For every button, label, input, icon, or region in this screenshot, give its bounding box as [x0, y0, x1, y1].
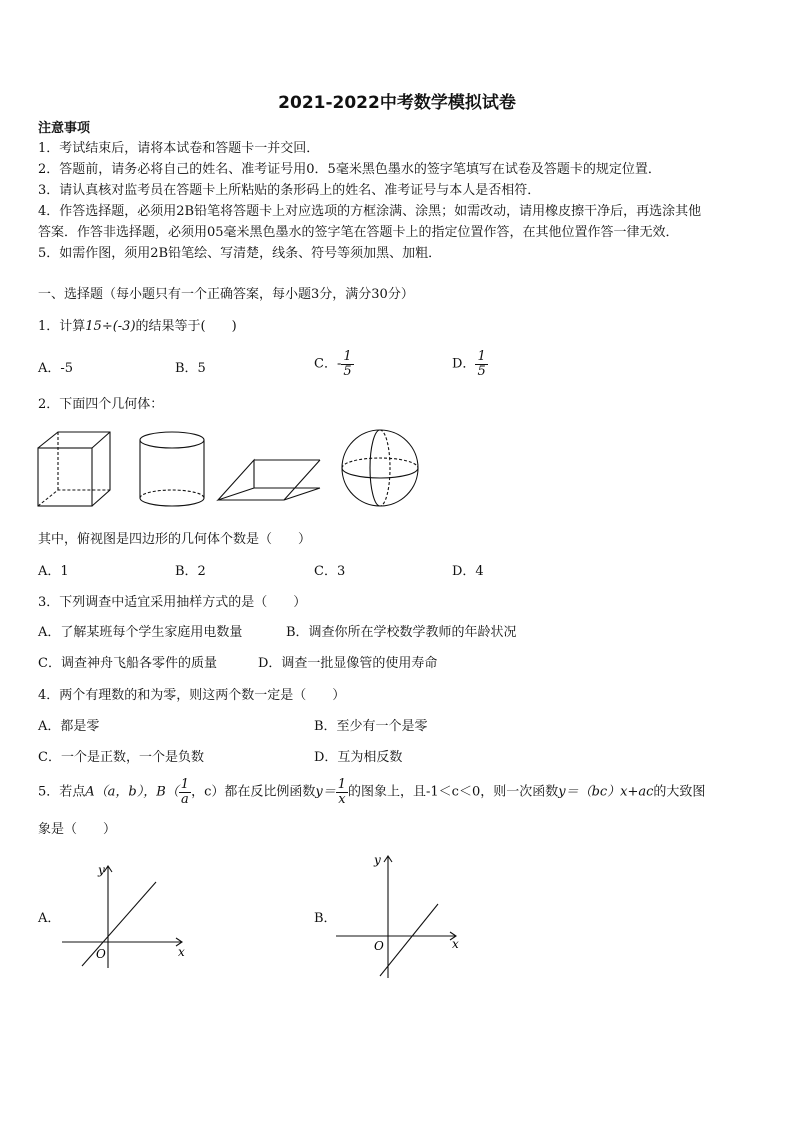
y-axis-label: y	[98, 863, 105, 877]
q3-option-b: B．调查你所在学校数学教师的年龄状况	[286, 625, 517, 640]
origin-label: O	[374, 939, 384, 953]
question-2-stem: 2．下面四个几何体：	[38, 397, 164, 412]
q5-text: 5．若点	[38, 784, 86, 800]
q1-option-c-fraction	[341, 350, 353, 379]
origin-label: O	[96, 947, 106, 961]
q5-option-a-graph	[60, 862, 190, 972]
q1-option-d-label: D．	[452, 356, 476, 372]
q5-points: A（a，b），B（	[85, 784, 179, 800]
x-axis-label: x	[178, 945, 185, 959]
fraction-denominator: a	[181, 792, 189, 807]
notice-item: 5．如需作图，须用2B铅笔绘、写清楚，线条、符号等须加黑、加粗．	[38, 246, 442, 261]
q5-y-equals: y＝	[315, 784, 336, 800]
fraction-denominator: x	[338, 792, 346, 807]
notice-item: 答案．作答非选择题，必须用05毫米黑色墨水的签字笔在答题卡上的指定位置作答，在其他位置作答一律无效．	[38, 225, 679, 240]
cube-shape	[38, 432, 110, 506]
q4-option-b: B．至少有一个是零	[314, 719, 428, 734]
question-5-stem	[38, 778, 705, 807]
notice-item: 1．考试结束后，请将本试卷和答题卡一并交回．	[38, 141, 320, 156]
q5-text: ，c）都在反比例函数	[191, 784, 316, 800]
q2-option-b: B．2	[175, 564, 206, 579]
q5-option-a: A．	[38, 911, 61, 926]
fraction-numerator: 1	[337, 777, 346, 792]
q1-expression: 15÷(-3)	[85, 319, 136, 334]
q3-option-d: D．调查一批显像管的使用寿命	[258, 656, 438, 671]
fraction-numerator: 1	[477, 349, 486, 364]
q5-stem-line-2: 象是（ ）	[38, 822, 117, 837]
section-heading: 一、选择题（每小题只有一个正确答案，每小题3分，满分30分）	[38, 287, 414, 302]
q5-fraction-1-over-x	[336, 778, 348, 807]
q2-option-c: C．3	[314, 564, 346, 579]
page-title: 2021-2022中考数学模拟试卷	[278, 93, 516, 113]
sphere-shape	[342, 430, 418, 506]
function-line	[380, 904, 438, 976]
q4-option-a: A．都是零	[38, 719, 100, 734]
q1-prefix: 1．计算	[38, 319, 86, 334]
q1-option-b: B．5	[175, 361, 206, 376]
notice-item: 4．作答选择题，必须用2B铅笔将答题卡上对应选项的方框涂满、涂黑；如需改动，请用橡皮擦干净后，再选涂其他	[38, 204, 702, 219]
q5-text: 的图象上，且-1＜c＜0，则一次函数	[348, 784, 559, 800]
function-line	[82, 882, 156, 966]
notice-heading: 注意事项	[38, 121, 91, 136]
y-axis-label: y	[374, 853, 381, 867]
q1-option-c	[314, 350, 354, 379]
q1-option-d	[452, 350, 488, 379]
question-3-stem: 3．下列调查中适宜采用抽样方式的是（ ）	[38, 595, 307, 610]
prism-shape	[218, 460, 320, 500]
q2-option-d: D．4	[452, 564, 484, 579]
q4-option-d: D．互为相反数	[314, 750, 403, 765]
cylinder-shape	[140, 432, 204, 506]
fraction-denominator: 5	[343, 364, 352, 379]
q1-option-d-fraction	[475, 350, 487, 379]
q5-option-b: B．	[314, 911, 337, 926]
fraction-numerator: 1	[343, 349, 352, 364]
q2-question: 其中，俯视图是四边形的几何体个数是（ ）	[38, 532, 312, 547]
q3-option-a: A．了解某班每个学生家庭用电数量	[38, 625, 243, 640]
fraction-denominator: 5	[477, 364, 486, 379]
q4-option-c: C．一个是正数，一个是负数	[38, 750, 204, 765]
geometric-solids-figure	[36, 430, 436, 520]
question-1-stem	[38, 318, 237, 336]
q5-option-b-graph	[334, 850, 464, 980]
q1-suffix: 的结果等于( )	[135, 319, 237, 334]
notice-item: 2．答题前，请务必将自己的姓名、准考证号用0．5毫米黑色墨水的签字笔填写在试卷及答题卡的规定位置．	[38, 162, 661, 177]
q5-linear-function: y＝（bc）x+ac	[558, 784, 654, 800]
x-axis-label: x	[452, 937, 459, 951]
fraction-numerator: 1	[180, 777, 190, 792]
q3-option-c: C．调查神舟飞船各零件的质量	[38, 656, 217, 671]
q1-option-a: A．-5	[38, 361, 74, 376]
q5-fraction-1-over-a	[179, 778, 191, 807]
question-4-stem: 4．两个有理数的和为零，则这两个数一定是（ ）	[38, 688, 346, 703]
notice-item: 3．请认真核对监考员在答题卡上所粘贴的条形码上的姓名、准考证号与本人是否相符．	[38, 183, 541, 198]
q1-option-c-label: C．-	[314, 356, 342, 372]
q5-text: 的大致图	[653, 784, 706, 800]
q2-option-a: A．1	[38, 564, 69, 579]
